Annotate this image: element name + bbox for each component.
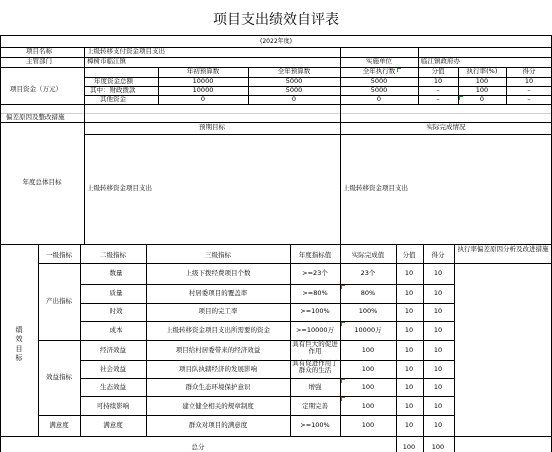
expected-goal-text: 上级转移资金项目支出: [87, 184, 152, 192]
grid-line: [158, 67, 159, 104]
unit-label: 实施单位: [366, 57, 392, 65]
deviation-label: 偏差原因及整改措施: [6, 113, 65, 121]
grid-line: [0, 113, 552, 114]
grid-line: [80, 378, 454, 379]
indicator-l3: 项目的完工率: [198, 307, 238, 315]
total-score: 100: [402, 443, 416, 451]
unit-value: 临江镇政府办: [421, 57, 460, 65]
grid-line: [38, 263, 552, 264]
dept-value: 樟树市临江镇: [87, 57, 126, 65]
fund-cell: 100: [475, 77, 489, 85]
grid-line: [80, 360, 454, 361]
grid-line: [506, 67, 507, 104]
grid-line: [0, 35, 552, 36]
grid-line: [84, 122, 85, 244]
indicator-annual: 增强: [308, 383, 322, 391]
indicator-l3: 建立健全相关的规章制度: [182, 402, 254, 410]
fund-cell: –: [436, 86, 440, 94]
grid-line: [248, 67, 249, 104]
fund-cell: 5000: [370, 86, 388, 94]
indicator-l2: 社会效益: [100, 365, 126, 373]
indicator-l2: 可持续影响: [96, 402, 130, 410]
indicator-score: 10: [404, 307, 414, 315]
indicator-score: 10: [404, 326, 414, 334]
funds-label: 项目资金（万元）: [10, 85, 62, 93]
total-points: 100: [431, 443, 445, 451]
indicator-points: 10: [433, 421, 443, 429]
header-score: 分值: [431, 67, 445, 75]
grid-line: [340, 47, 341, 244]
indicator-actual: 100: [361, 365, 375, 373]
indicator-actual: 10000万: [354, 326, 382, 334]
grid-line: [38, 415, 454, 416]
grid-line: [418, 47, 419, 67]
indicator-points: 10: [433, 326, 443, 334]
fund-cell: 5000: [370, 77, 388, 85]
grid-line: [84, 47, 85, 122]
perf-label: 绩效目标: [15, 326, 23, 363]
grid-line: [146, 244, 147, 436]
header-initial-budget: 年初预算数: [186, 67, 220, 75]
indicator-points: 10: [433, 269, 443, 277]
indicator-l3: 群众对项目的满意度: [188, 421, 248, 429]
indicator-score: 10: [404, 421, 414, 429]
indicator-annual: >=23个: [302, 269, 328, 277]
indicator-l2: 成本: [109, 326, 123, 334]
indicator-points: 10: [433, 365, 443, 373]
level1-header: 一级指标: [46, 251, 72, 259]
indicator-annual: >=10000万: [295, 326, 335, 334]
fund-cell: 0: [479, 95, 485, 103]
grid-line: [80, 284, 454, 285]
fund-cell: 100: [475, 86, 489, 94]
dept-label: 主管部门: [26, 57, 52, 65]
actual-value-header: 实际完成值: [351, 251, 385, 259]
indicator-points: 10: [433, 346, 443, 354]
header-full-budget: 全年预算数: [277, 67, 311, 75]
total-label: 总分: [191, 443, 205, 451]
grid-line: [0, 35, 1, 452]
note-header: 执行率偏差原因分析及改进措施: [457, 245, 549, 253]
indicator-points: 10: [433, 307, 443, 315]
grid-line: [0, 104, 552, 105]
fund-cell: –: [527, 95, 531, 103]
grid-line: [396, 244, 397, 452]
indicator-annual: 具有促进作用了群众的生活: [292, 359, 338, 375]
indicator-actual: 23个: [360, 269, 376, 277]
indicator-score: 10: [404, 269, 414, 277]
comment-marker-icon: [341, 322, 345, 326]
grid-line: [340, 244, 341, 436]
year-label: (2022年度): [260, 38, 292, 45]
grid-line: [0, 436, 552, 437]
header-full-exec: 全年执行数: [362, 67, 396, 75]
page-title: 项目支出绩效自评表: [213, 12, 339, 28]
grid-line: [84, 134, 552, 135]
annual-value-header: 年度指标值: [298, 251, 332, 259]
indicator-annual: >=100%: [300, 307, 330, 315]
header-exec-rate: 执行率(%): [466, 67, 498, 75]
indicator-annual: >=100%: [300, 421, 330, 429]
points-header: 得分: [431, 251, 445, 259]
output-label: 产出指标: [46, 297, 72, 305]
benefit-label: 效益指标: [46, 373, 72, 381]
indicator-points: 10: [433, 289, 443, 297]
fund-cell: 10: [433, 77, 443, 85]
indicator-l3: 群众生态环境保护意识: [185, 383, 251, 391]
indicator-points: 10: [433, 383, 443, 391]
indicator-l2: 满意度: [103, 421, 123, 429]
indicator-l2: 经济效益: [100, 346, 126, 354]
fund-row-label: 其他资金: [100, 95, 126, 103]
grid-line: [423, 244, 424, 452]
indicator-l2: 质量: [109, 289, 123, 297]
satisfaction-label: 满意度: [49, 421, 69, 429]
fund-cell: 10: [524, 77, 534, 85]
indicator-score: 10: [404, 365, 414, 373]
indicator-l3: 项目队执辖经济的发展影响: [179, 365, 257, 373]
comment-marker-icon: [341, 285, 345, 289]
fund-cell: 10000: [192, 86, 214, 94]
comment-marker-icon: [397, 68, 401, 72]
indicator-score: 10: [404, 383, 414, 391]
grid-line: [38, 244, 39, 436]
level3-header: 三级指标: [205, 251, 231, 259]
indicator-actual: 100: [361, 421, 375, 429]
grid-line: [0, 47, 552, 48]
actual-goal-header: 实际完成情况: [426, 123, 466, 131]
grid-line: [0, 57, 552, 58]
indicator-score: 10: [404, 289, 414, 297]
indicator-actual: 100: [361, 383, 375, 391]
score-header: 分值: [402, 251, 416, 259]
grid-line: [0, 122, 552, 123]
comment-marker-icon: [459, 96, 463, 100]
grid-line: [80, 303, 454, 304]
indicator-actual: 100%: [358, 307, 378, 315]
fund-row-label: 其中：财政拨款: [90, 86, 136, 94]
indicator-score: 10: [404, 402, 414, 410]
grid-line: [454, 244, 455, 452]
project-name: 上级转移支付资金项目支出: [87, 47, 165, 55]
indicator-actual: 100: [361, 402, 375, 410]
expected-goal-header: 预期目标: [199, 123, 225, 131]
project-name-label: 项目名称: [26, 47, 52, 55]
indicator-annual: 具有巨大的促进作用: [292, 340, 338, 356]
fund-cell: 10000: [192, 77, 214, 85]
indicator-l3: 村居委项目的覆盖率: [188, 289, 248, 297]
grid-line: [290, 244, 291, 436]
grid-line: [80, 321, 454, 322]
fund-cell: –: [527, 86, 531, 94]
fund-row-label: 年度资金总额: [94, 77, 133, 85]
grid-line: [418, 67, 419, 104]
fund-cell: 5000: [285, 77, 303, 85]
grid-line: [80, 396, 454, 397]
fund-cell: 5000: [285, 86, 303, 94]
fund-cell: 0: [291, 95, 297, 103]
indicator-score: 10: [404, 346, 414, 354]
indicator-l3: 上级转移资金项目支出所需要的资金: [166, 326, 270, 334]
actual-goal-text: 上级转移资金项目支出: [343, 184, 408, 192]
indicator-annual: >=80%: [302, 289, 328, 297]
fund-cell: 0: [200, 95, 206, 103]
fund-cell: 0: [376, 95, 382, 103]
indicator-l2: 数量: [109, 269, 123, 277]
indicator-l2: 时效: [109, 307, 123, 315]
indicator-actual: 100: [361, 346, 375, 354]
grid-line: [80, 244, 81, 436]
indicator-l3: 项目给村居委带来的经济效益: [175, 346, 261, 354]
fund-cell: –: [436, 95, 440, 103]
indicator-l3: 上级下拨经费项目个数: [185, 269, 251, 277]
indicator-points: 10: [433, 402, 443, 410]
comment-marker-icon: [341, 379, 345, 383]
indicator-annual: 定期完善: [302, 402, 328, 410]
indicator-actual: 80%: [360, 289, 376, 297]
grid-line: [38, 340, 454, 341]
comment-marker-icon: [341, 397, 345, 401]
level2-header: 二级指标: [100, 251, 126, 259]
annual-goal-label: 年度总体目标: [22, 178, 62, 186]
header-points: 得分: [522, 67, 536, 75]
indicator-l2: 生态效益: [100, 383, 126, 391]
